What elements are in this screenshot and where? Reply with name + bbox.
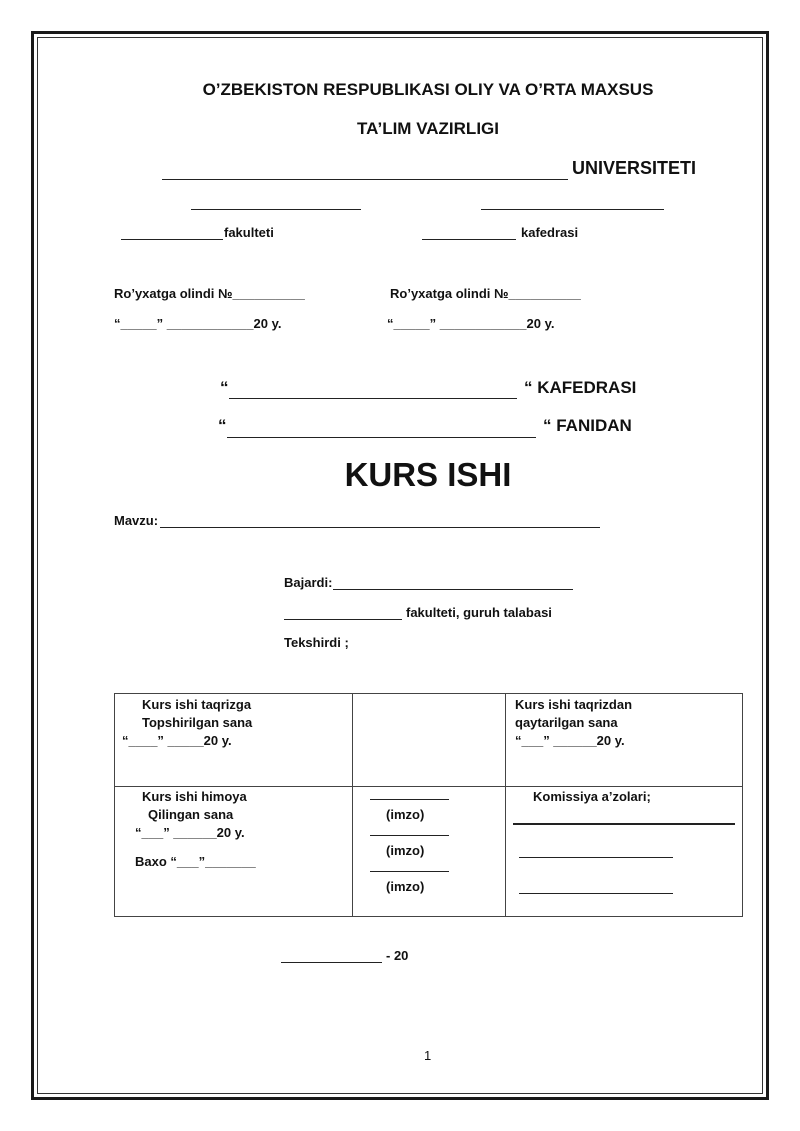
performer-faculty-group: fakulteti, guruh talabasi	[406, 605, 552, 620]
page-number: 1	[424, 1048, 432, 1063]
cell-submitted-review	[115, 694, 353, 787]
performer-label: Bajardi:	[284, 575, 333, 590]
signature-label-3: (imzo)	[386, 879, 425, 894]
faculty-label: fakulteti	[224, 225, 274, 240]
ministry-line-1: O’ZBEKISTON RESPUBLIKASI OLIY VA O’RTA MAXSUS	[202, 80, 654, 99]
defense-line2: Qilingan sana	[148, 807, 234, 822]
submitted-review-line2: Topshirilgan sana	[142, 715, 253, 730]
faculty-blank[interactable]	[121, 239, 223, 240]
defense-date: “___” ______20 y.	[135, 825, 245, 840]
kafedra-blank[interactable]	[229, 398, 517, 399]
signature-line-3[interactable]	[370, 871, 449, 872]
department-blank[interactable]	[422, 239, 516, 240]
review-table	[114, 693, 743, 917]
grade-field: Baxo “___”_______	[135, 854, 256, 869]
signature-line-2[interactable]	[370, 835, 449, 836]
returned-review-line2: qaytarilgan sana	[515, 715, 618, 730]
kafedra-open-quote: “	[220, 378, 229, 397]
topic-label: Mavzu:	[114, 513, 159, 528]
department-label: kafedrasi	[521, 225, 579, 240]
cell-signatures	[353, 787, 506, 917]
year-label: - 20	[386, 948, 409, 963]
cell-commission	[506, 787, 743, 917]
topic-blank[interactable]	[160, 527, 600, 528]
fan-open-quote: “	[218, 416, 227, 435]
ministry-line-2: TA’LIM VAZIRLIGI	[357, 119, 499, 138]
kafedra-label: “ KAFEDRASI	[524, 378, 637, 397]
registration-number-right: Ro’yxatga olindi №__________	[390, 286, 581, 301]
signature-line-1[interactable]	[370, 799, 449, 800]
university-name-blank[interactable]	[162, 179, 568, 180]
checked-by-label: Tekshirdi ;	[284, 635, 349, 650]
cell-empty	[353, 694, 506, 787]
cell-returned-review	[506, 694, 743, 787]
defense-line1: Kurs ishi himoya	[142, 789, 247, 804]
signature-label-1: (imzo)	[386, 807, 425, 822]
registration-number-left: Ro’yxatga olindi №__________	[114, 286, 305, 301]
page-border-inner	[37, 37, 763, 1094]
registration-date-right: “_____” ____________20 y.	[387, 316, 555, 331]
signature-label-2: (imzo)	[386, 843, 425, 858]
returned-review-line1: Kurs ishi taqrizdan	[515, 697, 633, 712]
performer-blank[interactable]	[333, 589, 573, 590]
university-label: UNIVERSITETI	[572, 158, 697, 178]
performer-faculty-blank[interactable]	[284, 619, 402, 620]
blank-line-left[interactable]	[191, 209, 361, 210]
cell-defense	[115, 787, 353, 917]
returned-review-date: “___” ______20 y.	[515, 733, 625, 748]
registration-date-left: “_____” ____________20 y.	[114, 316, 282, 331]
submitted-review-line1: Kurs ishi taqrizga	[142, 697, 252, 712]
submitted-review-date: “____” _____20 y.	[122, 733, 232, 748]
commission-label: Komissiya a’zolari;	[533, 789, 651, 804]
commission-member-line-2[interactable]	[519, 857, 673, 858]
commission-member-line-3[interactable]	[519, 893, 673, 894]
fan-label: “ FANIDAN	[543, 416, 632, 435]
city-blank[interactable]	[281, 962, 382, 963]
document-title: KURS ISHI	[344, 456, 512, 493]
fan-blank[interactable]	[227, 437, 536, 438]
blank-line-right[interactable]	[481, 209, 664, 210]
commission-member-line-1[interactable]	[513, 823, 735, 825]
